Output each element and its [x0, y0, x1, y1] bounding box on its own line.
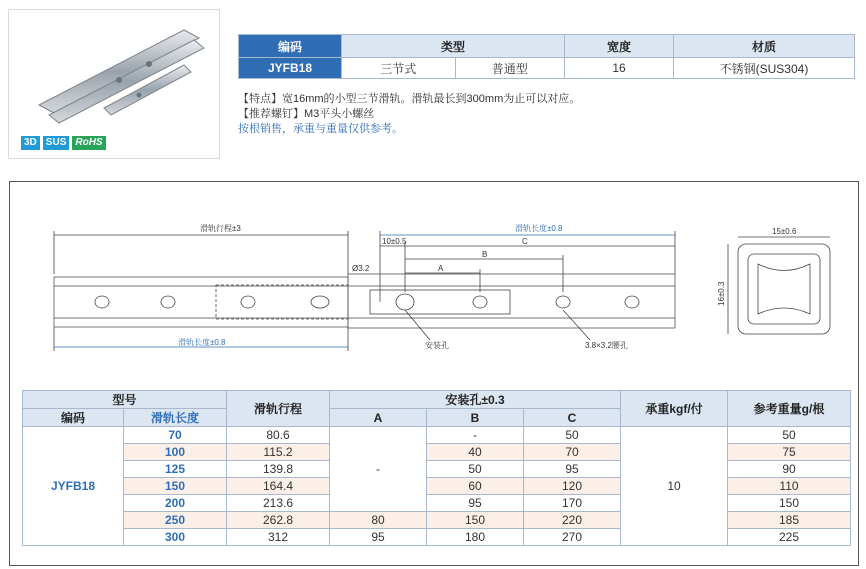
dim-section-height: 16±0.3 [717, 281, 726, 306]
cell-weight: 50 [728, 427, 851, 444]
cell-c: 120 [524, 478, 621, 495]
note-screw: 【推荐螺钉】M3平头小螺丝 [238, 108, 375, 120]
table-row [23, 427, 851, 444]
dim-b: B [482, 250, 488, 259]
cell-weight: 150 [728, 495, 851, 512]
cell-length: 150 [124, 478, 227, 495]
cell-weight: 185 [728, 512, 851, 529]
spec-table [238, 34, 855, 79]
spec-header-type: 类型 [342, 35, 565, 58]
cell-a-dash: - [330, 427, 427, 512]
cell-code: JYFB18 [23, 427, 124, 546]
cell-b: 60 [427, 478, 524, 495]
cell-b: 50 [427, 461, 524, 478]
spec-header-code: 编码 [239, 35, 342, 58]
th-c: C [524, 409, 621, 427]
spec-width: 16 [565, 58, 674, 79]
th-weight: 参考重量g/根 [728, 391, 851, 427]
cell-c: 170 [524, 495, 621, 512]
th-b: B [427, 409, 524, 427]
th-travel: 滑轨行程 [227, 391, 330, 427]
cell-travel: 139.8 [227, 461, 330, 478]
dim-rail-length-bottom: 滑轨长度±0.8 [178, 338, 226, 347]
cell-c: 220 [524, 512, 621, 529]
cell-a: 95 [330, 529, 427, 546]
product-photo-card [8, 9, 220, 159]
cell-length: 300 [124, 529, 227, 546]
cell-c: 50 [524, 427, 621, 444]
th-load: 承重kgf/付 [621, 391, 728, 427]
dim-section-width: 15±0.6 [772, 227, 797, 236]
spec-header-width: 宽度 [565, 35, 674, 58]
cell-b: - [427, 427, 524, 444]
cell-b: 180 [427, 529, 524, 546]
size-table [22, 390, 851, 546]
spec-header-material: 材质 [674, 35, 855, 58]
badge-sus: SUS [43, 136, 70, 150]
cell-weight: 110 [728, 478, 851, 495]
cell-c: 95 [524, 461, 621, 478]
cell-weight: 75 [728, 444, 851, 461]
technical-drawing [10, 182, 858, 382]
cell-length: 70 [124, 427, 227, 444]
certification-badges [21, 136, 106, 150]
cell-travel: 164.4 [227, 478, 330, 495]
cell-c: 70 [524, 444, 621, 461]
dim-rail-length-top: 滑轨长度±0.8 [515, 224, 563, 233]
th-model: 型号 [23, 391, 227, 409]
dim-hole-diameter: Ø3.2 [352, 264, 370, 273]
cell-travel: 80.6 [227, 427, 330, 444]
cell-b: 40 [427, 444, 524, 461]
th-length: 滑轨长度 [124, 409, 227, 427]
cell-length: 125 [124, 461, 227, 478]
spec-code: JYFB18 [239, 58, 342, 79]
label-slot: 3.8×3.2腰孔 [585, 341, 628, 350]
spec-type-normal: 普通型 [455, 58, 565, 79]
cell-b: 150 [427, 512, 524, 529]
th-holes: 安装孔±0.3 [330, 391, 621, 409]
cell-travel: 115.2 [227, 444, 330, 461]
cell-travel: 262.8 [227, 512, 330, 529]
note-feature: 【特点】宽16mm的小型三节滑轨。滑轨最长到300mm为止可以对应。 [238, 93, 581, 105]
cell-length: 100 [124, 444, 227, 461]
cell-weight: 90 [728, 461, 851, 478]
dim-c: C [522, 237, 528, 246]
dim-travel: 滑轨行程±3 [200, 224, 241, 233]
cell-weight: 225 [728, 529, 851, 546]
cell-length: 200 [124, 495, 227, 512]
badge-rohs: RoHS [72, 136, 105, 150]
th-code: 编码 [23, 409, 124, 427]
cell-travel: 312 [227, 529, 330, 546]
note-sales: 按根销售，承重与重量仅供参考。 [238, 123, 403, 135]
badge-3d: 3D [21, 136, 40, 150]
th-a: A [330, 409, 427, 427]
dim-a: A [438, 264, 444, 273]
label-mounting-hole: 安装孔 [425, 341, 449, 350]
cell-c: 270 [524, 529, 621, 546]
cell-load: 10 [621, 427, 728, 546]
cell-length: 250 [124, 512, 227, 529]
spec-type-sections: 三节式 [342, 58, 456, 79]
spec-material: 不锈钢(SUS304) [674, 58, 855, 79]
cell-b: 95 [427, 495, 524, 512]
dim-10: 10±0.5 [382, 237, 407, 246]
cell-travel: 213.6 [227, 495, 330, 512]
product-notes [238, 92, 580, 137]
cell-a: 80 [330, 512, 427, 529]
